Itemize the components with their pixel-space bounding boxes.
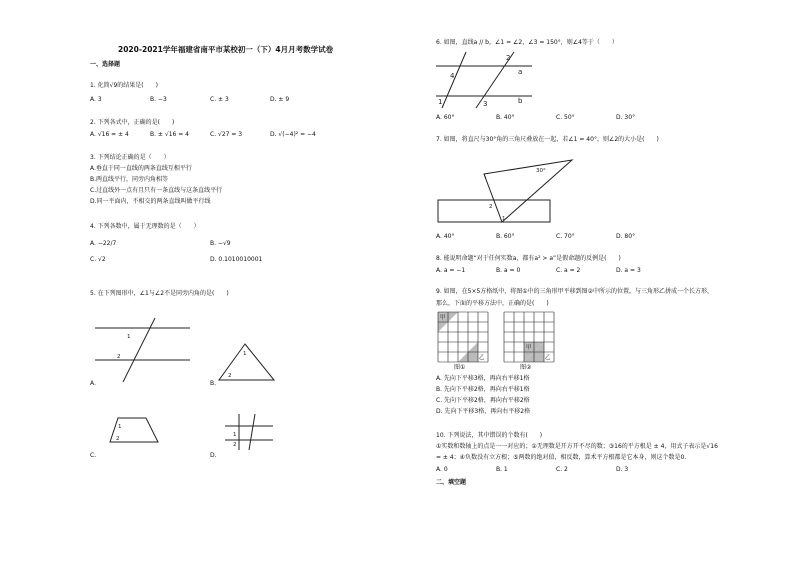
q9-fig2-caption: 图② <box>520 364 532 371</box>
q5b-angle-2: 2 <box>228 373 232 379</box>
q3-option-c: C.过直线外一点有且只有一条直线与这条直线平行 <box>90 187 223 194</box>
q7-angle-1: 1 <box>502 216 506 222</box>
q4-option-b: B. −√9 <box>210 240 231 247</box>
q3-option-a: A.垂直于同一直线的两条直线互相平行 <box>90 165 192 172</box>
q4-stem: 4. 下列各数中，属于无理数的是（ ） <box>90 223 200 230</box>
q6-angle-4: 4 <box>450 72 455 80</box>
q7-option-d: D. 80° <box>616 233 636 240</box>
q9-grid1-yi: 乙 <box>479 355 485 361</box>
q6-option-c: C. 50° <box>556 114 575 121</box>
q9-option-d: D. 先向下平移3格，再向右平移2格 <box>436 408 531 415</box>
q7-angle-2: 2 <box>489 204 493 210</box>
q10-stem: 10. 下列说法，其中错误的个数有( ) <box>436 432 543 439</box>
q5-figure-d <box>225 412 275 452</box>
q9-grid-1 <box>438 312 488 362</box>
q5-figure-c <box>108 416 168 446</box>
q10-line1: ①实数和数轴上的点是一一对应的；②无理数是开方开不尽的数；③16的平方根是 ± 4，用式子表示是√16 <box>436 443 718 450</box>
q8-option-d: D. a = 3 <box>616 267 641 274</box>
q5a-angle-1: 1 <box>127 334 131 340</box>
q9-grid2-yi: 乙 <box>545 355 551 361</box>
q7-angle-30: 30° <box>536 168 546 174</box>
q2-option-a: A. √16 = ± 4 <box>90 131 129 138</box>
q3-option-b: B.两直线平行，同旁内角相等 <box>90 176 169 183</box>
q8-option-b: B. a = 0 <box>496 267 521 274</box>
q8-stem: 8. 能说明命题“对于任何实数a，都有a² > a”是假命题的反例是( ) <box>436 255 621 262</box>
q5-option-c: C. <box>90 452 97 459</box>
q10-option-b: B. 1 <box>496 466 508 473</box>
q5c-angle-2: 2 <box>116 436 120 442</box>
q7-option-a: A. 40° <box>436 233 455 240</box>
q6-stem: 6. 如图，直线a // b，∠1 = ∠2，∠3 = 150°，则∠4等于（ ） <box>436 39 618 46</box>
q9-option-b: B. 先向下平移2格，再向右平移1格 <box>436 386 530 393</box>
q6-angle-2: 2 <box>506 54 511 62</box>
q2-option-b: B. ± √16 = 4 <box>150 131 189 138</box>
q4-option-c: C. √2 <box>90 256 106 263</box>
q10-option-c: C. 2 <box>556 466 568 473</box>
q8-option-c: C. a = 2 <box>556 267 581 274</box>
q1-option-d: D. ± 9 <box>270 96 290 103</box>
q7-figure <box>436 154 576 224</box>
q5b-angle-1: 1 <box>243 351 247 357</box>
q5-figure-a <box>95 316 195 386</box>
q5a-angle-2: 2 <box>117 354 121 360</box>
q1-option-a: A. 3 <box>90 96 102 103</box>
q10-line2: = ± 4；④负数没有立方根；⑤两数的绝对值，相反数，算术平方根都是它本身，则这个数是0. <box>436 454 687 461</box>
q6-angle-1: 1 <box>438 98 443 106</box>
q1-stem: 1. 化简√9的结果是( ) <box>90 82 158 89</box>
q9-option-a: A. 先向下平移3格，再向右平移1格 <box>436 375 530 382</box>
q9-grid2-jia: 甲 <box>526 345 532 351</box>
q1-option-c: C. ± 3 <box>210 96 229 103</box>
q10-option-a: A. 0 <box>436 466 448 473</box>
q6-line-a: a <box>518 68 523 76</box>
q8-option-a: A. a = −1 <box>436 267 466 274</box>
q3-stem: 3. 下列结论正确的是（ ） <box>90 154 170 161</box>
q6-option-b: B. 40° <box>496 114 515 121</box>
q10-option-d: D. 3 <box>616 466 629 473</box>
q5c-angle-1: 1 <box>118 424 122 430</box>
q6-option-a: A. 60° <box>436 114 455 121</box>
q9-grid-2 <box>504 312 554 362</box>
q5-option-a: A. <box>90 380 96 387</box>
q5-figure-b <box>218 343 278 383</box>
q7-option-b: B. 60° <box>496 233 515 240</box>
q9-fig1-caption: 图① <box>454 364 466 371</box>
q9-grid1-jia: 甲 <box>440 315 446 321</box>
q6-figure <box>436 52 536 110</box>
q5-stem: 5. 在下列图形中，∠1与∠2不是同旁内角的是( ) <box>90 290 229 297</box>
q1-option-b: B. −3 <box>150 96 167 103</box>
q6-angle-3: 3 <box>483 100 488 108</box>
q5-option-b: B. <box>210 380 217 387</box>
q5-option-d: D. <box>210 452 217 459</box>
q4-option-d: D. 0.1010010001 <box>210 256 263 263</box>
q4-option-a: A. −22/7 <box>90 240 117 247</box>
q9-stem-line2: 那么，下面的平移方法中，正确的是( ) <box>436 300 549 307</box>
q7-stem: 7. 如图，将直尺与30°角的三角尺叠放在一起，若∠1 = 40°，则∠2的大小是( ) <box>436 136 659 143</box>
section-choice: 一、选择题 <box>90 61 121 68</box>
q5d-angle-2: 2 <box>233 442 237 448</box>
q9-option-c: C. 先向下平移2格，再向右平移2格 <box>436 397 530 404</box>
q2-stem: 2. 下列各式中，正确的是( ) <box>90 119 175 126</box>
q6-option-d: D. 30° <box>616 114 636 121</box>
q2-option-c: C. √27 = 3 <box>210 131 243 138</box>
section-fill: 二、填空题 <box>436 479 467 486</box>
q9-stem-line1: 9. 如图，在5×5方格纸中，将图①中的三角形甲平移到图②中所示的位置，与三角形乙拼成一个长方形， <box>436 288 714 295</box>
q2-option-d: D. √(−4)² = −4 <box>270 131 316 138</box>
page-title: 2020-2021学年福建省南平市某校初一（下）4月月考数学试卷 <box>118 45 334 54</box>
q6-line-b: b <box>518 97 523 105</box>
q7-option-c: C. 70° <box>556 233 575 240</box>
q3-option-d: D.同一平面内，不相交的两条直线叫做平行线 <box>90 198 211 205</box>
q5d-angle-1: 1 <box>233 432 237 438</box>
